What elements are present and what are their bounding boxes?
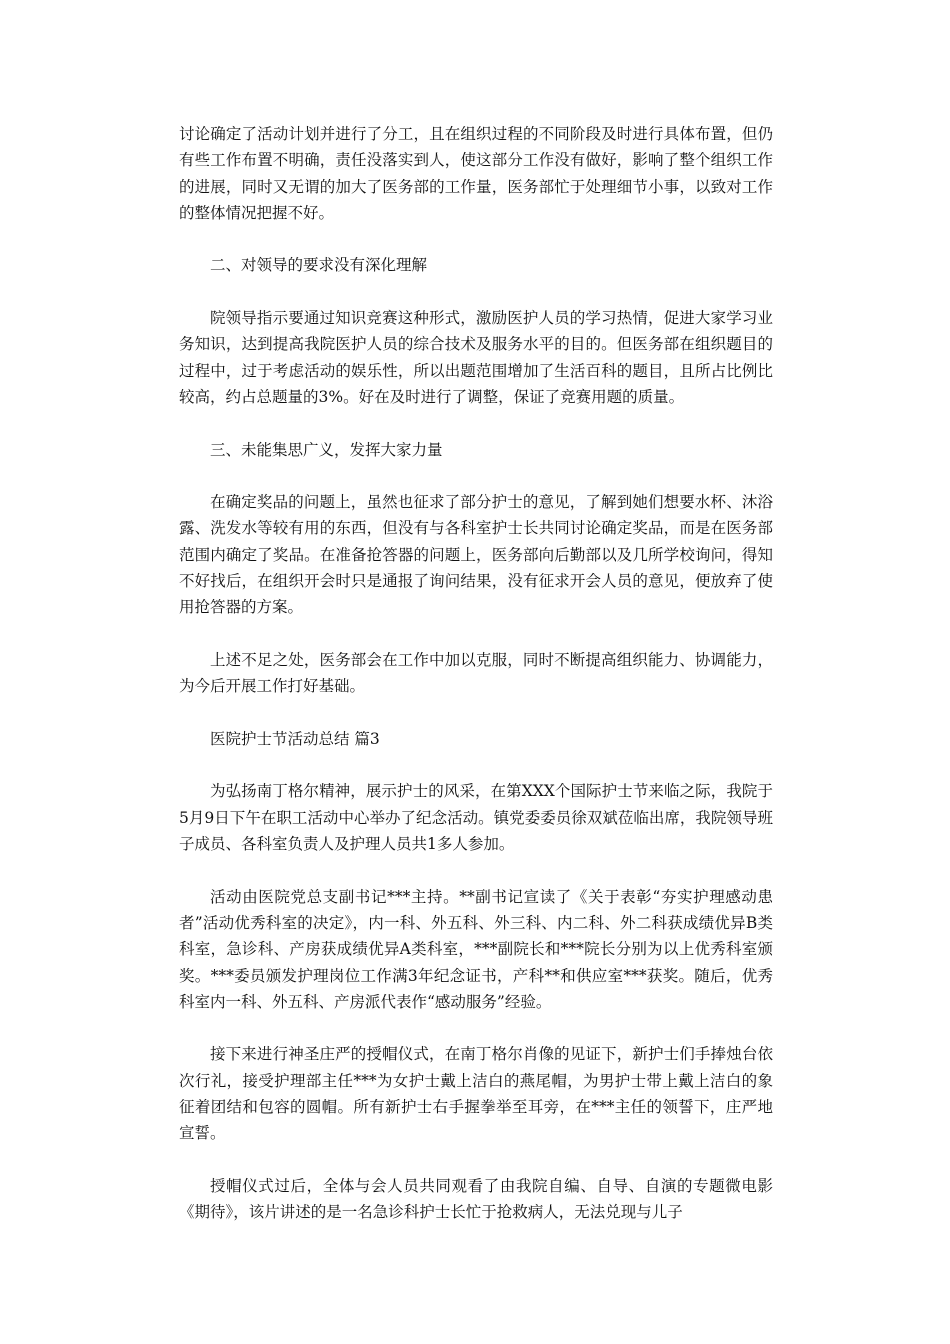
article-title: 医院护士节活动总结 篇3 bbox=[210, 729, 380, 748]
paragraph: 上述不足之处，医务部会在工作中加以克服，同时不断提高组织能力、协调能力，为今后开展工作打好基础。 bbox=[179, 650, 773, 696]
paragraph: 活动由医院党总支副书记***主持。**副书记宣读了《关于表彰“夯实护理感动患者”活动优秀科室的决定》，内一科、外五科、外三科、内二科、外二科获成绩优异B类科室，急诊科、产房获成绩优异A类科室，***副院长和***院长分别为以上优秀科室颁奖。***委员颁发护理岗位工作满3年纪念证书，产科**和供应室***获奖。随后，优秀科室内一科、外五科、产房派代表作“感动服务”经验。 bbox=[179, 887, 773, 1011]
paragraph: 授帽仪式过后，全体与会人员共同观看了由我院自编、自导、自演的专题微电影《期待》，该片讲述的是一名急诊科护士长忙于抢救病人，无法兑现与儿子 bbox=[179, 1176, 773, 1222]
paragraph: 在确定奖品的问题上，虽然也征求了部分护士的意见，了解到她们想要水杯、沐浴露、洗发水等较有用的东西，但没有与各科室护士长共同讨论确定奖品，而是在医务部范围内确定了奖品。在准备抢答器的问题上，医务部向后勤部以及几所学校询问，得知不好找后，在组织开会时只是通报了询问结果，没有征求开会人员的意见，便放弃了使用抢答器的方案。 bbox=[179, 493, 773, 617]
section-heading-3: 三、未能集思广义，发挥大家力量 bbox=[210, 440, 443, 459]
paragraph: 为弘扬南丁格尔精神，展示护士的风采，在第XXX个国际护士节来临之际，我院于5月9日下午在职工活动中心举办了纪念活动。镇党委委员徐双斌莅临出席，我院领导班子成员、各科室负责人及护理人员共1多人参加。 bbox=[179, 782, 773, 854]
document-body bbox=[179, 121, 773, 1252]
paragraph-continuation: 讨论确定了活动计划并进行了分工，且在组织过程的不同阶段及时进行具体布置，但仍有些工作布置不明确，责任没落实到人，使这部分工作没有做好，影响了整个组织工作的进展，同时又无谓的加大了医务部的工作量，医务部忙于处理细节小事，以致对工作的整体情况把握不好。 bbox=[179, 125, 773, 222]
paragraph: 接下来进行神圣庄严的授帽仪式，在南丁格尔肖像的见证下，新护士们手捧烛台依次行礼，接受护理部主任***为女护士戴上洁白的燕尾帽，为男护士带上戴上洁白的象征着团结和包容的圆帽。所有新护士右手握拳举至耳旁，在***主任的领誓下，庄严地宣誓。 bbox=[179, 1045, 773, 1143]
paragraph: 院领导指示要通过知识竞赛这种形式，激励医护人员的学习热情，促进大家学习业务知识，达到提高我院医护人员的综合技术及服务水平的目的。但医务部在组织题目的过程中，过于考虑活动的娱乐性，所以出题范围增加了生活百科的题目，且所占比例比较高，约占总题量的3%。好在及时进行了调整，保证了竞赛用题的质量。 bbox=[179, 309, 773, 406]
section-heading-2: 二、对领导的要求没有深化理解 bbox=[210, 256, 428, 275]
